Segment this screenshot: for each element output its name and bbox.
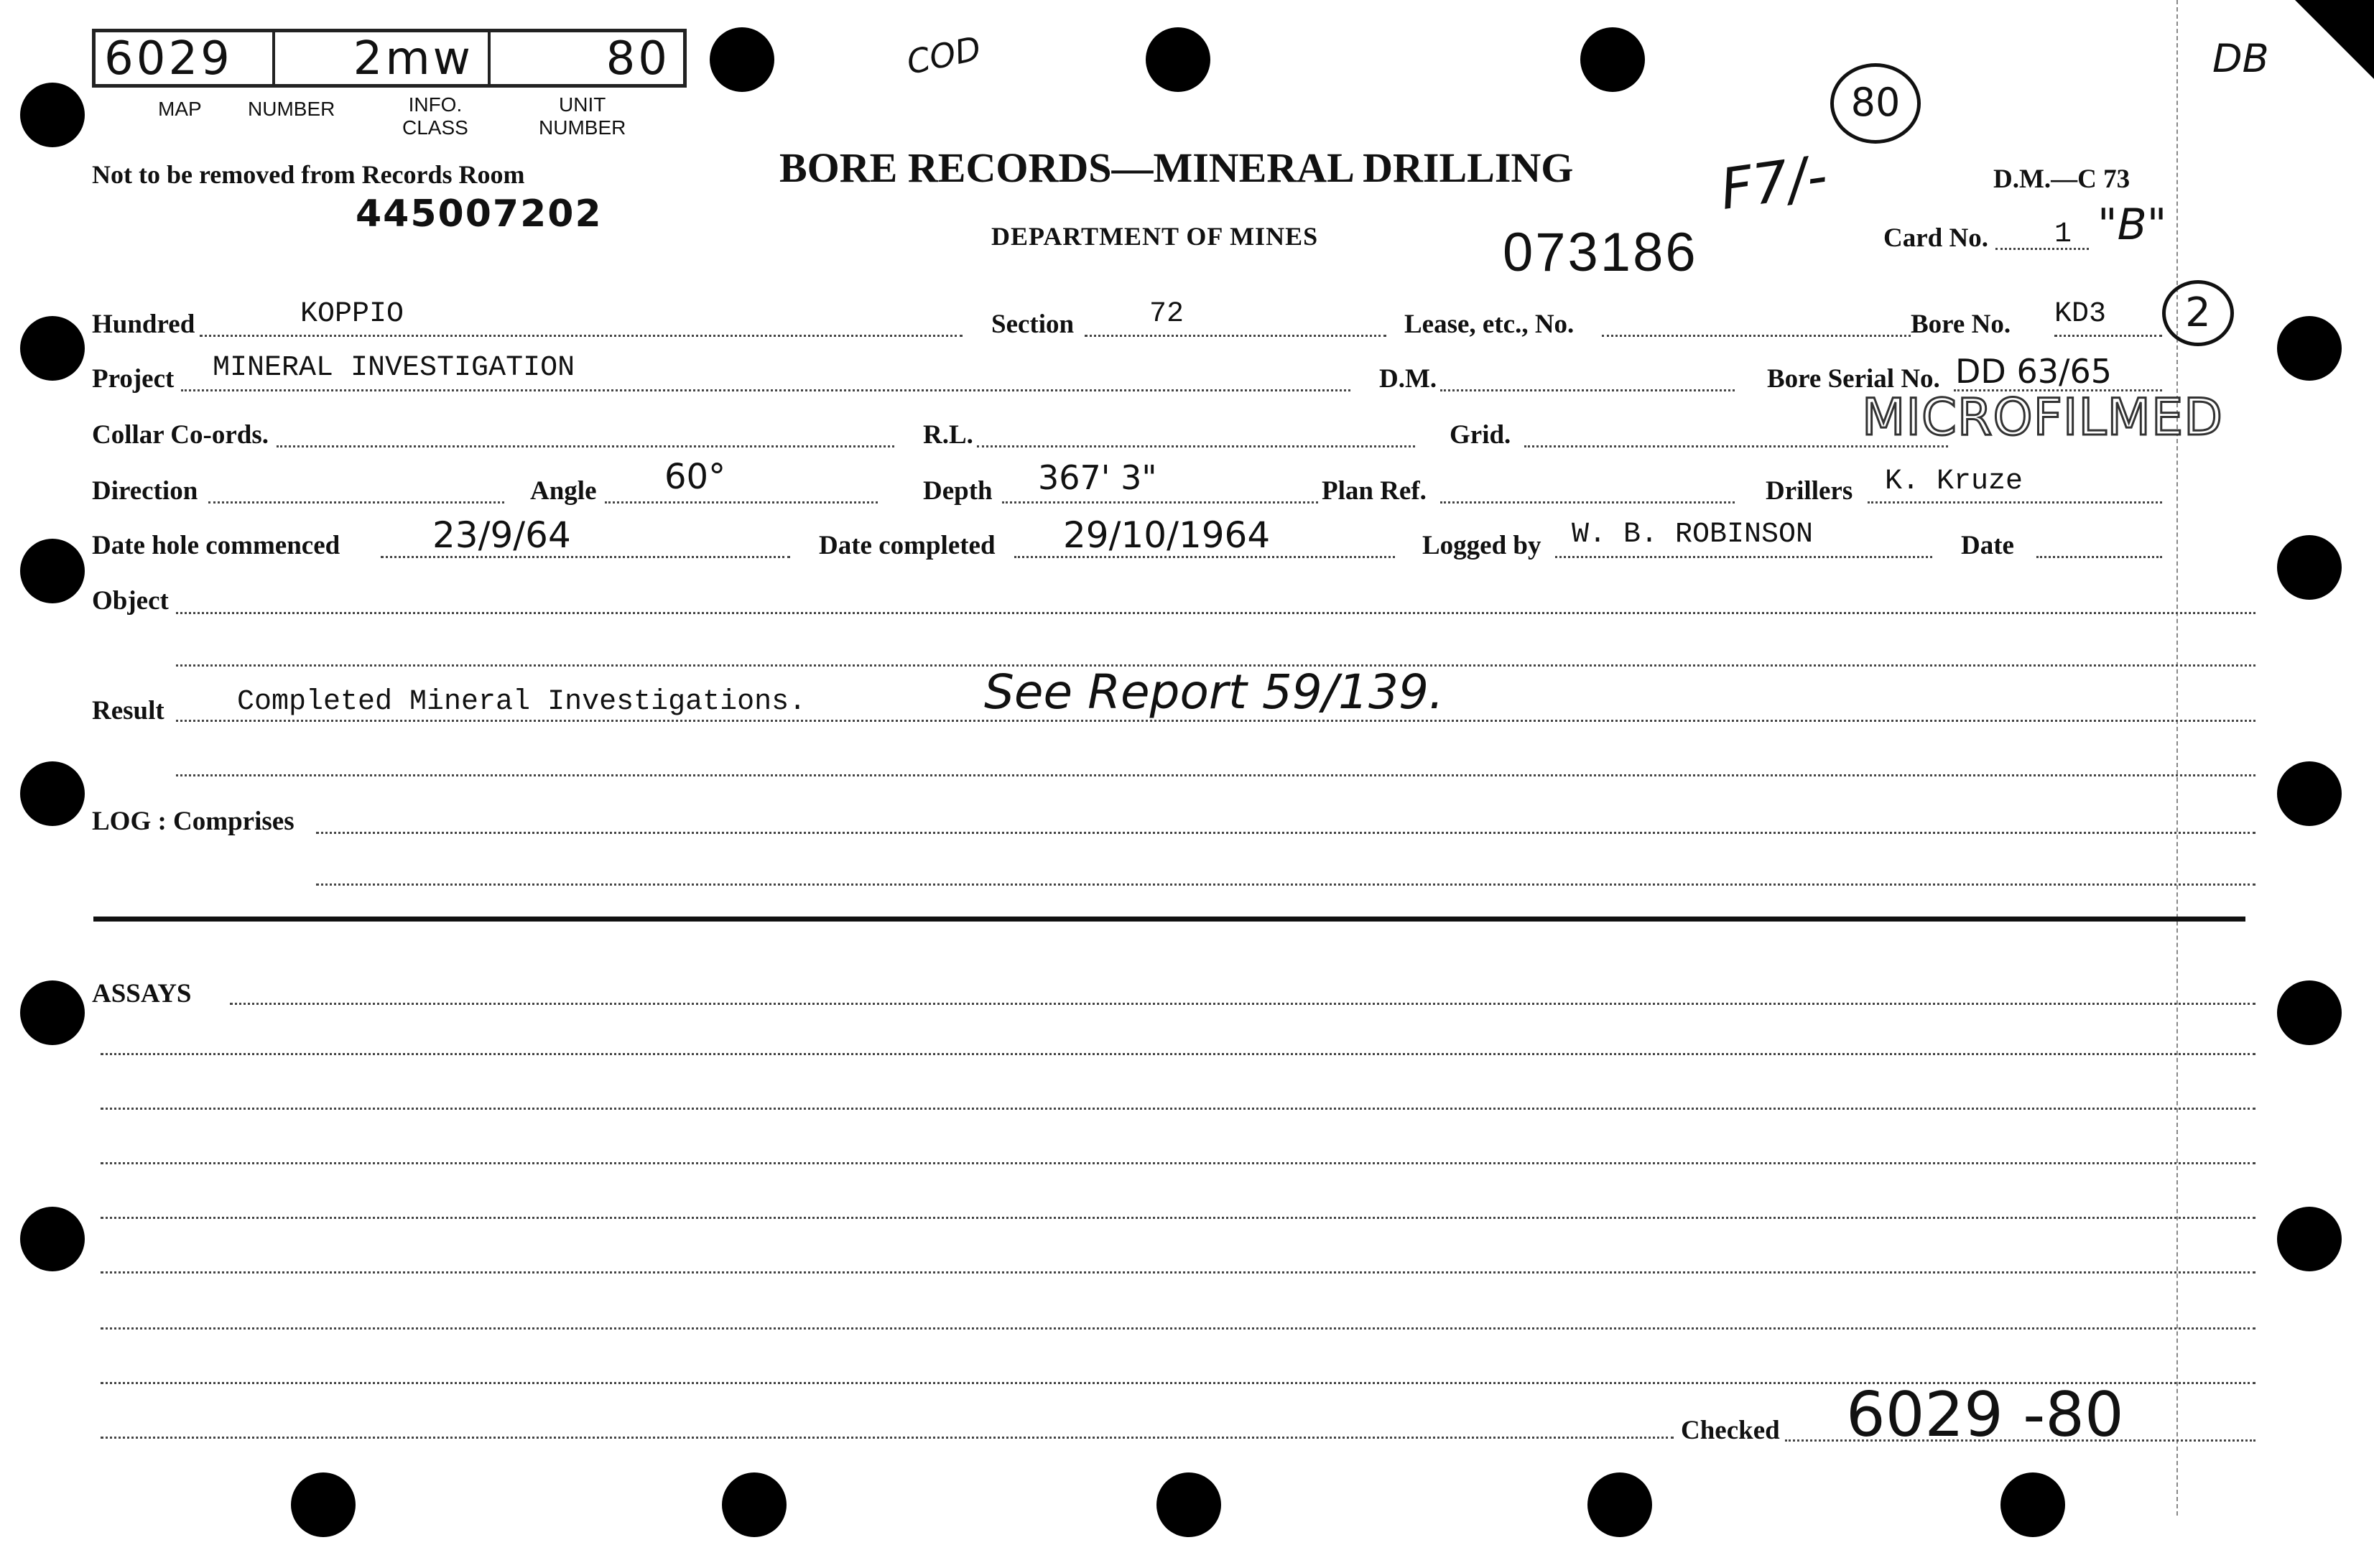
card-no-label: Card No. — [1883, 223, 1988, 253]
circled-80-text: 80 — [1850, 80, 1901, 125]
object-label: Object — [92, 586, 169, 616]
assays-line — [101, 1271, 2255, 1274]
page-title: BORE RECORDS—MINERAL DRILLING — [779, 144, 1574, 191]
punch-hole — [2277, 1207, 2342, 1271]
circled-2 — [2162, 280, 2234, 346]
log-label: LOG : Comprises — [92, 807, 295, 836]
circled-2-text: 2 — [2185, 289, 2211, 336]
assays-line — [101, 1053, 2255, 1055]
edge-guide-line — [2176, 0, 2178, 1516]
punch-hole — [2277, 316, 2342, 381]
form-code: D.M.—C 73 — [1993, 164, 2130, 194]
bore-no-line — [2054, 335, 2162, 337]
number-sublabel: NUMBER — [248, 98, 335, 120]
drillers-label: Drillers — [1766, 476, 1853, 506]
punch-hole — [2277, 761, 2342, 826]
map-sublabel: MAP — [158, 98, 202, 120]
assays-line — [101, 1437, 1674, 1439]
collar-line — [277, 445, 894, 447]
rl-line — [977, 445, 1415, 447]
punch-hole — [1146, 27, 1210, 92]
lease-line — [1602, 335, 1911, 337]
rl-label: R.L. — [923, 420, 973, 450]
commenced-line — [381, 556, 790, 558]
plan-ref-label: Plan Ref. — [1322, 476, 1427, 506]
hundred-label: Hundred — [92, 310, 195, 339]
completed-line — [1014, 556, 1395, 558]
bore-serial-value: DD 63/65 — [1955, 352, 2113, 391]
logged-line — [1555, 556, 1932, 558]
unit-number-sublabel: UNIT NUMBER — [539, 93, 626, 139]
checked-value: 6029 -80 — [1846, 1379, 2124, 1451]
assays-line — [101, 1108, 2255, 1110]
result-handwritten-value: See Report 59/139. — [984, 664, 1444, 720]
depth-label: Depth — [923, 476, 993, 506]
logged-label: Logged by — [1422, 531, 1541, 560]
unit-number-value: 80 — [606, 32, 670, 85]
assays-line — [101, 1327, 2255, 1330]
info-class-value: 2mw — [275, 32, 491, 84]
dm-line — [1440, 389, 1735, 391]
info-class-sublabel: INFO. CLASS — [402, 93, 468, 139]
section-value: 72 — [1149, 298, 1184, 330]
checked-label: Checked — [1681, 1416, 1780, 1445]
commenced-label: Date hole commenced — [92, 531, 340, 560]
result-label: Result — [92, 696, 164, 725]
punch-hole — [20, 316, 85, 381]
section-label: Section — [991, 310, 1075, 339]
punch-hole — [20, 83, 85, 147]
punch-hole — [1156, 1472, 1221, 1537]
direction-line — [208, 501, 504, 504]
punch-hole — [20, 980, 85, 1045]
card-no-line — [1995, 248, 2089, 250]
bore-serial-label: Bore Serial No. — [1767, 364, 1940, 394]
bore-no-value: KD3 — [2054, 298, 2107, 330]
depth-line — [1002, 501, 1318, 504]
project-value: MINERAL INVESTIGATION — [213, 352, 575, 384]
drillers-value: K. Kruze — [1885, 465, 2023, 498]
date-label: Date — [1961, 531, 2014, 560]
punch-hole — [20, 539, 85, 603]
record-id-handwritten: 445007202 — [356, 192, 603, 236]
result-typed-value: Completed Mineral Investigations. — [237, 686, 807, 718]
assays-line — [230, 1003, 2255, 1005]
corner-cut — [2295, 0, 2374, 79]
logged-value: W. B. ROBINSON — [1572, 519, 1814, 551]
commenced-value: 23/9/64 — [432, 514, 571, 556]
annotation-cod: COD — [903, 28, 985, 83]
log-line — [316, 832, 2255, 834]
date-line — [2036, 556, 2162, 558]
map-number-box — [92, 29, 687, 88]
card-letter: "B" — [2097, 200, 2167, 250]
depth-value: 367' 3" — [1038, 458, 1157, 497]
plan-ref-line — [1440, 501, 1735, 504]
initials-db: DB — [2212, 36, 2269, 81]
dm-label: D.M. — [1379, 364, 1437, 394]
punch-hole — [2277, 980, 2342, 1045]
project-line — [181, 389, 1350, 391]
punch-hole — [291, 1472, 356, 1537]
angle-value: 60° — [664, 457, 726, 497]
lease-label: Lease, etc., No. — [1404, 310, 1575, 339]
assays-line — [101, 1162, 2255, 1164]
project-label: Project — [92, 364, 175, 394]
punch-hole — [1580, 27, 1645, 92]
punch-hole — [2000, 1472, 2065, 1537]
not-removed-notice: Not to be removed from Records Room — [92, 160, 525, 189]
punch-hole — [20, 761, 85, 826]
annotation-f7: F7/- — [1716, 144, 1832, 223]
circled-80 — [1830, 63, 1921, 144]
hundred-line — [200, 335, 963, 337]
hundred-value: KOPPIO — [300, 298, 404, 330]
angle-line — [605, 501, 878, 504]
department-name: DEPARTMENT OF MINES — [991, 222, 1319, 251]
object-line — [176, 612, 2255, 614]
punch-hole — [1587, 1472, 1652, 1537]
result-line-2 — [176, 774, 2255, 776]
card-no-value: 1 — [2054, 218, 2072, 251]
completed-value: 29/10/1964 — [1063, 514, 1271, 556]
section-line — [1085, 335, 1386, 337]
angle-label: Angle — [530, 476, 597, 506]
result-line — [176, 720, 2255, 722]
punch-hole — [710, 27, 774, 92]
punch-hole — [2277, 535, 2342, 600]
microfilmed-stamp: MICROFILMED — [1862, 388, 2224, 447]
section-divider — [93, 917, 2245, 922]
serial-number: 073186 — [1503, 222, 1698, 283]
drillers-line — [1868, 501, 2162, 504]
grid-label: Grid. — [1450, 420, 1511, 450]
punch-hole — [722, 1472, 787, 1537]
assays-label: ASSAYS — [92, 979, 192, 1008]
completed-label: Date completed — [819, 531, 996, 560]
punch-hole — [20, 1207, 85, 1271]
assays-line — [101, 1217, 2255, 1219]
map-number-value: 6029 — [96, 32, 275, 84]
log-line-2 — [316, 883, 2255, 886]
bore-no-label: Bore No. — [1911, 310, 2011, 339]
direction-label: Direction — [92, 476, 198, 506]
collar-label: Collar Co-ords. — [92, 420, 269, 450]
